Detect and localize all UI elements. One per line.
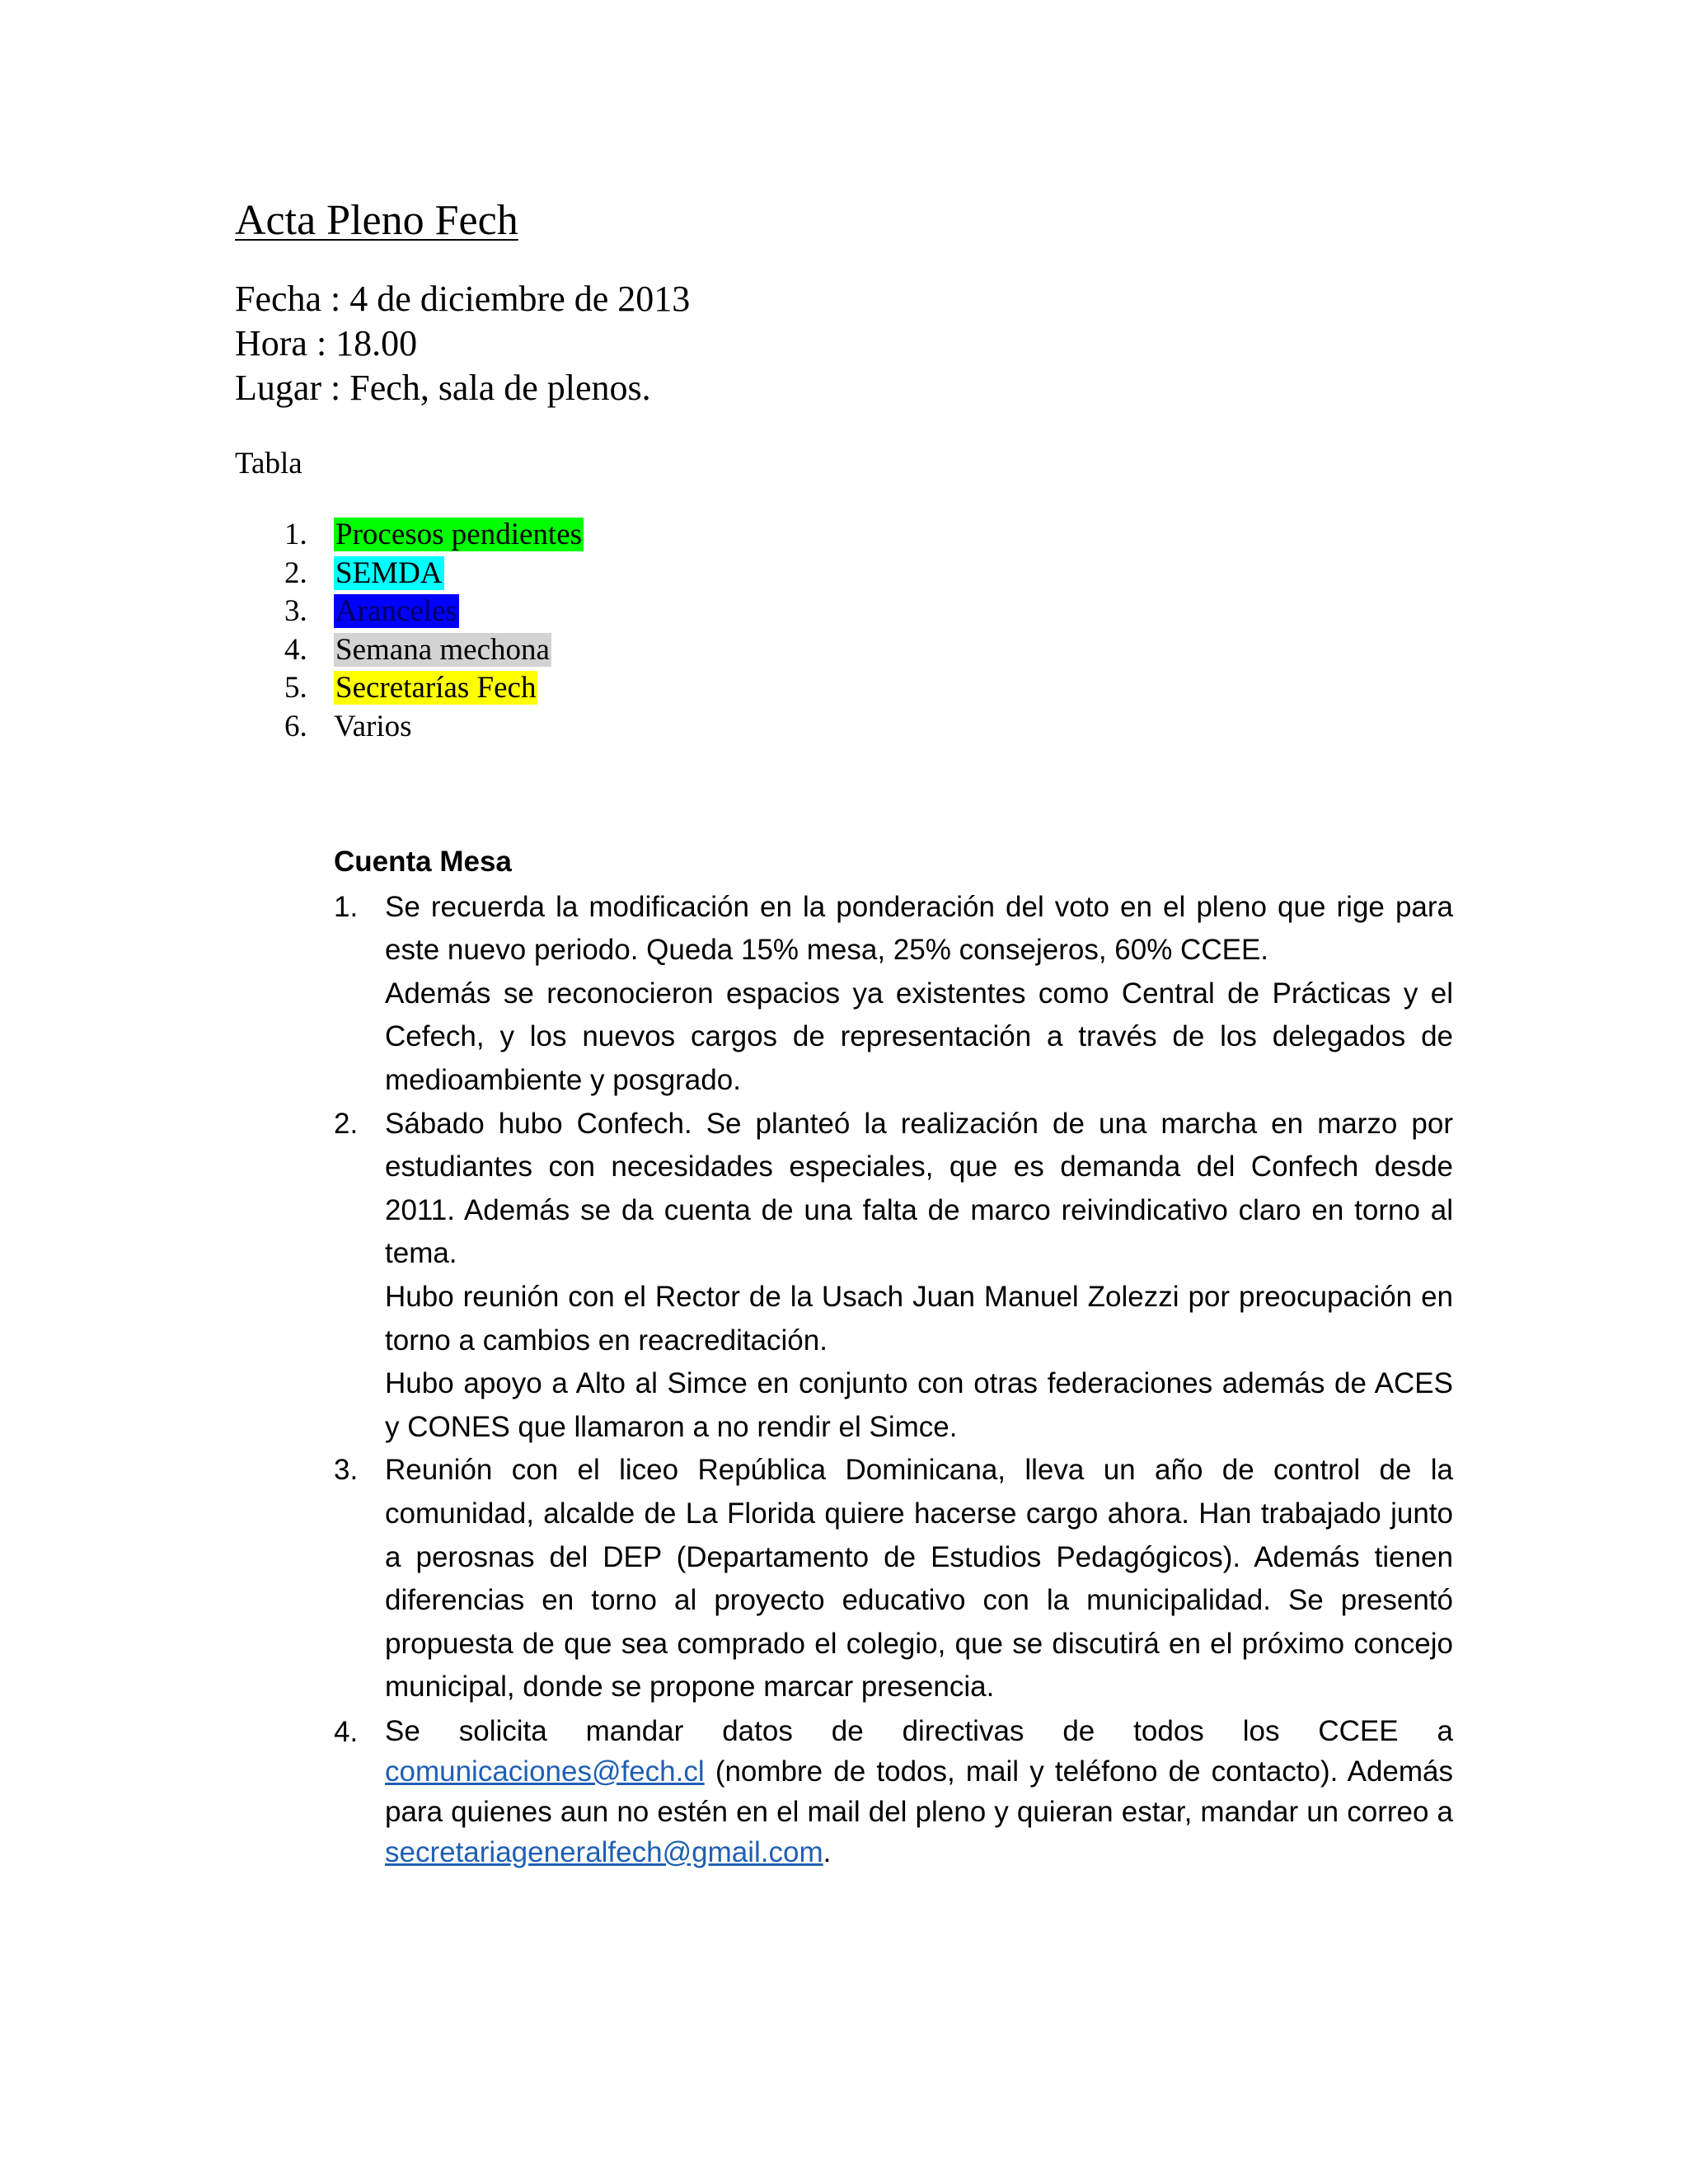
agenda-item-label: Semana mechona xyxy=(335,632,550,667)
paragraph xyxy=(385,1751,1453,1872)
paragraph-text: . xyxy=(823,1835,832,1868)
paragraph: Reunión con el liceo República Dominicana, lleva un año de control de la comunidad, alcalde de La Florida quiere hacerse cargo ahora. Han trabajado junto a perosnas del DEP (Departamento de Estudios Pedagógicos). Además tienen diferencias en torno al proyecto educativo con la municipalidad. Se presentó propuesta de que sea comprado el colegio, que se discutirá en el próximo concejo municipal, donde se propone marcar presencia. xyxy=(385,1454,1453,1704)
agenda-item xyxy=(235,708,584,747)
agenda-item-label: Procesos pendientes xyxy=(335,518,583,551)
paragraph: Además se reconocieron espacios ya existentes como Central de Prácticas y el Cefech, y los nuevos cargos de representación a través de los delegados de medioambiente y posgrado. xyxy=(385,977,1453,1096)
agenda-item-label: SEMDA xyxy=(335,555,443,590)
agenda-list xyxy=(235,516,584,746)
paragraph: Se recuerda la modificación en la ponderación del voto en el pleno que rige para este nuevo periodo. Queda 15% mesa, 25% consejeros, 60% CCEE. xyxy=(385,890,1453,967)
list-item xyxy=(334,1103,1453,1450)
agenda-item xyxy=(235,593,584,631)
agenda-item xyxy=(235,516,584,555)
list-item-number: 2. xyxy=(334,1107,359,1140)
agenda-item xyxy=(235,631,584,670)
list-item-number: 1. xyxy=(334,890,359,923)
agenda-item-number: 2. xyxy=(284,555,307,590)
list-item xyxy=(334,886,1453,1103)
meta-fecha: Fecha : 4 de diciembre de 2013 xyxy=(235,279,691,319)
paragraph: Hubo reunión con el Rector de la Usach Juan Manuel Zolezzi por preocupación en torno a cambios en reacreditación. xyxy=(385,1280,1453,1357)
agenda-heading: Tabla xyxy=(235,447,302,480)
paragraph: Sábado hubo Confech. Se planteó la realización de una marcha en marzo por estudiantes con necesidades especiales, que es demanda del Confech desde 2011. Además se da cuenta de una falta de marco reivindicativo claro en torno al tema. xyxy=(385,1107,1453,1270)
email-link-comunicaciones[interactable]: comunicaciones@fech.cl xyxy=(385,1755,705,1788)
agenda-item-number: 3. xyxy=(284,594,307,628)
email-link-secretaria-general[interactable]: secretariageneralfech@gmail.com xyxy=(385,1835,823,1868)
paragraph-text: (nombre de todos, mail y teléfono de contacto). Además para quienes aun no estén en el mail del pleno y quieran estar, mandar un correo a xyxy=(385,1755,1453,1828)
list-item xyxy=(334,1711,1453,1872)
meeting-meta xyxy=(235,277,690,410)
list-item xyxy=(334,1449,1453,1709)
agenda-item xyxy=(235,669,584,708)
agenda-item-label: Aranceles xyxy=(335,594,457,628)
cuenta-mesa-list xyxy=(334,886,1453,1872)
agenda-item-number: 6. xyxy=(284,709,307,743)
agenda-item-number: 4. xyxy=(284,632,307,667)
paragraph: Hubo apoyo a Alto al Simce en conjunto con otras federaciones además de ACES y CONES que llamaron a no rendir el Simce. xyxy=(385,1367,1453,1443)
meta-lugar: Lugar : Fech, sala de plenos. xyxy=(235,368,651,408)
document-title: Acta Pleno Fech xyxy=(235,197,518,244)
paragraph-line: Se solicita mandar datos de directivas de todos los CCEE a xyxy=(385,1714,1453,1747)
agenda-item-label: Varios xyxy=(334,709,412,743)
agenda-item-number: 1. xyxy=(284,518,307,551)
cuenta-mesa-section xyxy=(334,841,1453,1872)
agenda-item xyxy=(235,555,584,593)
section-heading: Cuenta Mesa xyxy=(334,846,512,878)
meta-hora: Hora : 18.00 xyxy=(235,323,418,363)
list-item-number: 4. xyxy=(334,1715,359,1748)
agenda-item-number: 5. xyxy=(284,671,307,705)
list-item-number: 3. xyxy=(334,1454,359,1487)
agenda-item-label: Secretarías Fech xyxy=(335,671,537,705)
